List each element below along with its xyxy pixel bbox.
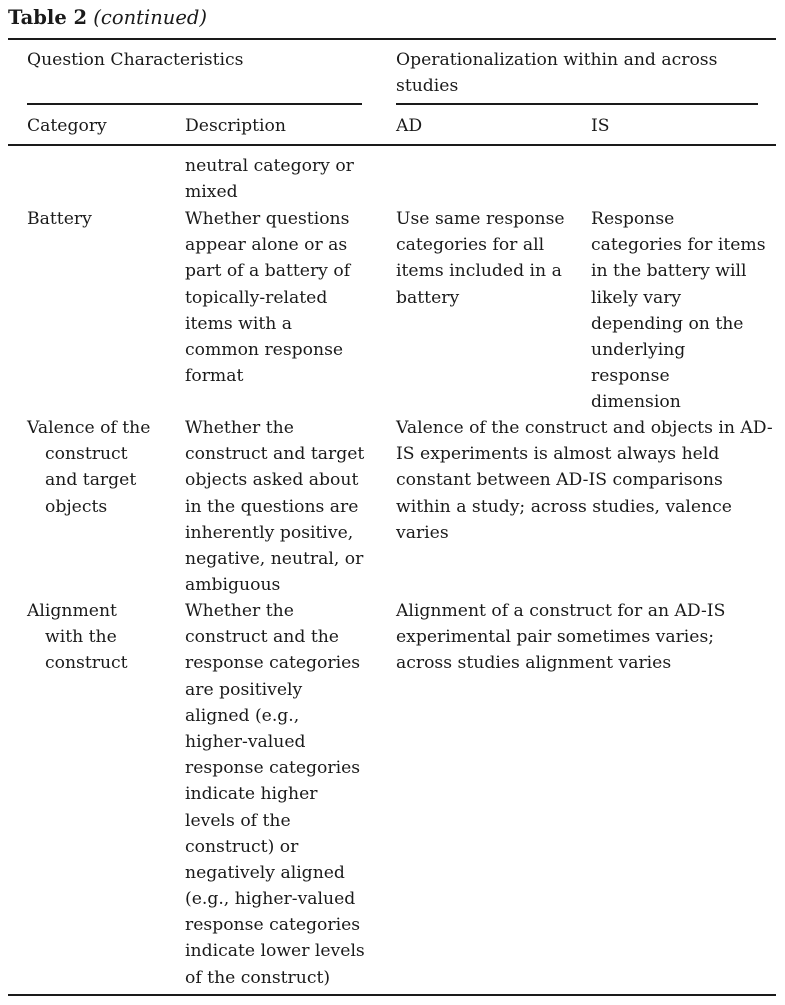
group-rule-right bbox=[396, 103, 758, 105]
column-header-ad: AD bbox=[396, 116, 423, 136]
group-header-question-characteristics: Question Characteristics bbox=[27, 50, 244, 70]
row-1-category: Battery bbox=[27, 209, 92, 229]
row-3-category: Alignment with the construct bbox=[27, 601, 128, 674]
column-header-description: Description bbox=[185, 116, 286, 136]
bottom-rule bbox=[8, 994, 776, 996]
row-1-is: Response categories for items in the battery will likely vary depending on the underlying response dimension bbox=[591, 209, 766, 413]
row-3-ad-is: Alignment of a construct for an AD-IS experimental pair sometimes varies; across studies alignment varies bbox=[396, 601, 726, 674]
table-label: Table 2 bbox=[8, 6, 88, 29]
row-2-ad-is: Valence of the construct and objects in AD- IS experiments is almost always held constant between AD-IS comparisons within a study; across studies, valence varies bbox=[396, 418, 773, 543]
row-2-category: Valence of the construct and target objects bbox=[27, 418, 151, 517]
row-1-ad: Use same response categories for all items included in a battery bbox=[396, 209, 565, 308]
column-header-is: IS bbox=[591, 116, 610, 136]
top-rule bbox=[8, 38, 776, 40]
table-caption bbox=[8, 5, 207, 31]
group-header-operationalization: Operationalization within and across studies bbox=[396, 50, 718, 97]
row-0-description: neutral category or mixed bbox=[185, 156, 354, 203]
row-2-description: Whether the construct and target objects asked about in the questions are inherently positive, negative, neutral, or ambiguous bbox=[185, 418, 365, 596]
column-header-category: Category bbox=[27, 116, 107, 136]
continued-note: (continued) bbox=[93, 6, 207, 29]
group-rule-left bbox=[27, 103, 362, 105]
row-1-description: Whether questions appear alone or as part of a battery of topically-related items with a common response format bbox=[185, 209, 351, 387]
header-rule bbox=[8, 144, 776, 146]
row-3-description: Whether the construct and the response categories are positively aligned (e.g., higher-valued response categories indicate higher levels of the construct) or negatively aligned (e.g., higher-valued response categories indicate lower levels of the construct) bbox=[185, 601, 365, 988]
